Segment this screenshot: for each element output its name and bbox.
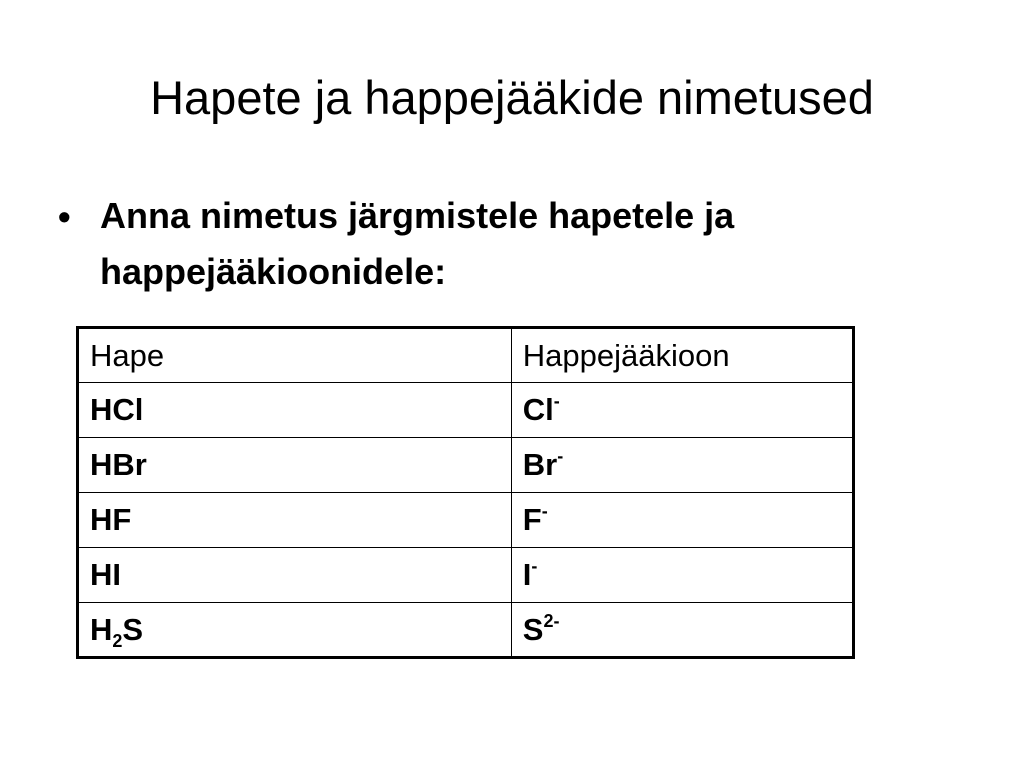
ion-cell: [511, 603, 853, 658]
table-row: [78, 548, 854, 603]
ion-charge: 2-: [543, 610, 560, 631]
acid-formula: HCl: [90, 392, 144, 427]
ion-cell: [511, 493, 853, 548]
acid-formula-tail: S: [122, 611, 144, 647]
ion-cell: [511, 383, 853, 438]
ion-charge: -: [553, 391, 560, 411]
bullet-marker: •: [58, 196, 71, 237]
ion-formula: I: [522, 557, 532, 592]
ion-formula: S: [522, 611, 544, 647]
table-header-row: [78, 328, 854, 383]
ion-formula: Br: [522, 447, 558, 482]
acid-cell: [78, 548, 512, 603]
ion-cell: [511, 438, 853, 493]
acid-cell: [78, 383, 512, 438]
bullet-text: Anna nimetus järgmistele hapetele ja happejääkioonidele:: [100, 195, 735, 292]
acid-cell: [78, 493, 512, 548]
acid-formula: HBr: [90, 447, 147, 482]
header-cell-acid: Hape: [78, 328, 512, 383]
acid-formula: HF: [90, 502, 132, 537]
table-row: [78, 493, 854, 548]
ion-formula: Cl: [522, 392, 554, 427]
ion-cell: [511, 548, 853, 603]
table-row: [78, 438, 854, 493]
header-cell-ion: Happejääkioon: [511, 328, 853, 383]
table-row: [78, 603, 854, 658]
acid-table: [76, 326, 855, 659]
acid-subscript: 2: [112, 630, 123, 651]
acid-cell: [78, 603, 512, 658]
bullet-point: [58, 188, 958, 300]
acid-formula: HI: [90, 557, 121, 592]
ion-charge: -: [531, 556, 538, 576]
ion-formula: F: [522, 502, 542, 537]
slide-title: Hapete ja happejääkide nimetused: [150, 71, 874, 124]
acid-cell: [78, 438, 512, 493]
ion-charge: -: [541, 501, 548, 521]
acid-formula: H: [90, 611, 113, 647]
table-row: [78, 383, 854, 438]
ion-charge: -: [557, 446, 564, 466]
